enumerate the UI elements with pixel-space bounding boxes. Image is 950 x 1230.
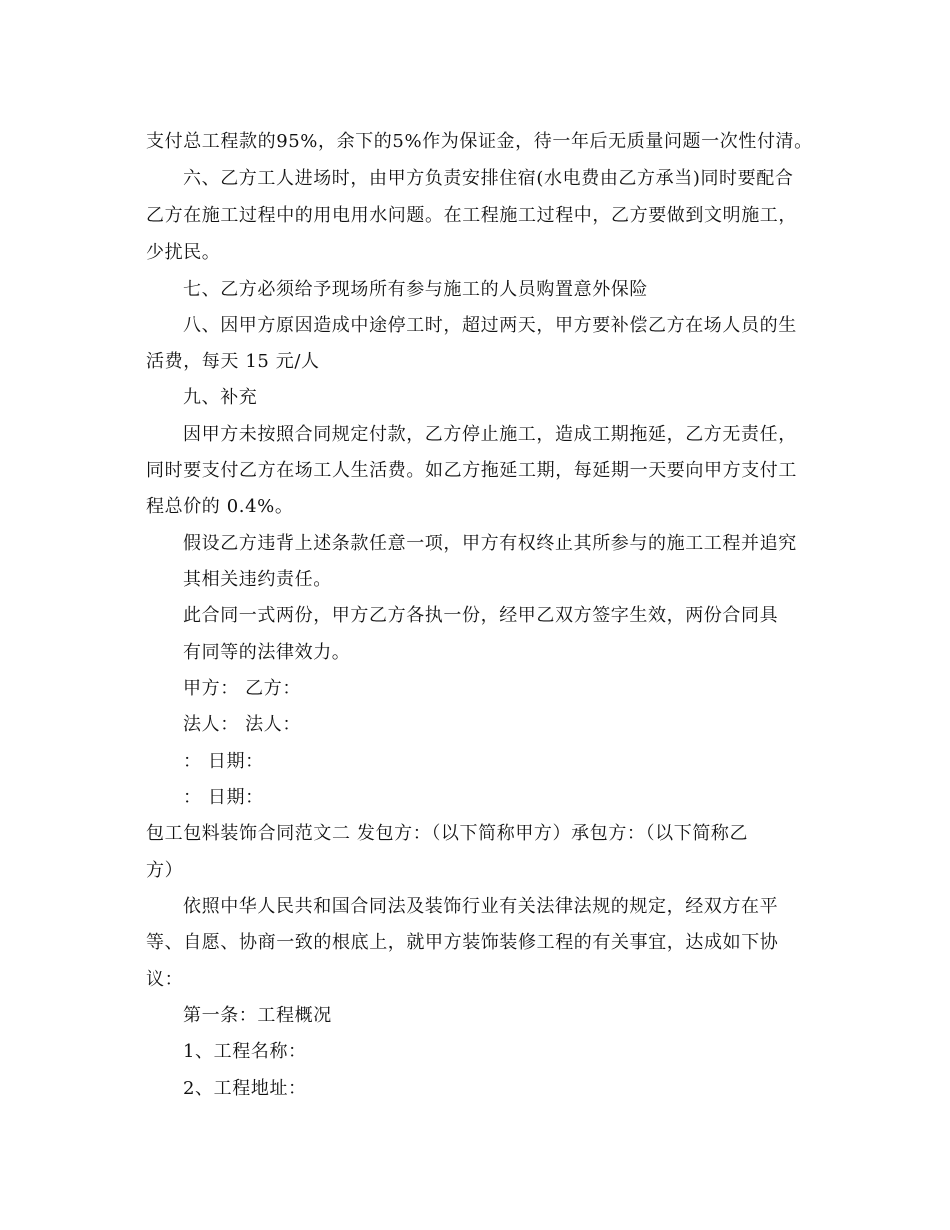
text-line: 程总价的 0.4%。 [146,496,294,517]
text-line: 因甲方未按照合同规定付款，乙方停止施工，造成工期拖延，乙方无责任， [183,424,797,445]
text-line: 八、因甲方原因造成中途停工时，超过两天，甲方要补偿乙方在场人员的生 [183,315,797,336]
text-line: 2、工程地址： [183,1078,307,1099]
text-line: 1、工程名称： [183,1041,307,1062]
text-line: 方） [146,860,184,881]
text-line: 假设乙方违背上述条款任意一项，甲方有权终止其所参与的施工工程并追究 [183,533,797,554]
text-line: 乙方在施工过程中的用电用水问题。在工程施工过程中，乙方要做到文明施工， [146,205,797,226]
text-line: 同时要支付乙方在场工人生活费。如乙方拖延工期，每延期一天要向甲方支付工 [146,460,797,481]
text-line: 活费，每天 15 元/人 [146,351,320,372]
text-line: 有同等的法律效力。 [183,642,351,663]
text-line: 等、自愿、协商一致的根底上，就甲方装饰装修工程的有关事宜，达成如下协 [146,932,779,953]
text-line: 六、乙方工人进场时，由甲方负责安排住宿(水电费由乙方承当)同时要配合 [183,168,794,189]
text-line: 少扰民。 [146,242,221,263]
text-line: 七、乙方必须给予现场所有参与施工的人员购置意外保险 [183,279,648,300]
signature-line: 甲方： 乙方： [183,678,301,699]
text-line: 依照中华人民共和国合同法及装饰行业有关法律法规的规定，经双方在平 [183,896,779,917]
signature-line: 法人： 法人： [183,714,301,735]
text-line: 议： [146,969,184,990]
text-line: 此合同一式两份，甲方乙方各执一份，经甲乙双方签字生效，两份合同具 [183,605,779,626]
signature-line: ： 日期： [183,787,264,808]
text-line: 第一条：工程概况 [183,1005,332,1026]
section-title-line: 包工包料装饰合同范文二 发包方：（以下简称甲方）承包方：（以下简称乙 [146,823,749,844]
signature-line: ： 日期： [183,751,264,772]
text-line: 其相关违约责任。 [183,569,332,590]
text-line: 支付总工程款的95%，余下的5%作为保证金，待一年后无质量问题一次性付清。 [146,131,813,152]
text-line: 九、补充 [183,387,258,408]
